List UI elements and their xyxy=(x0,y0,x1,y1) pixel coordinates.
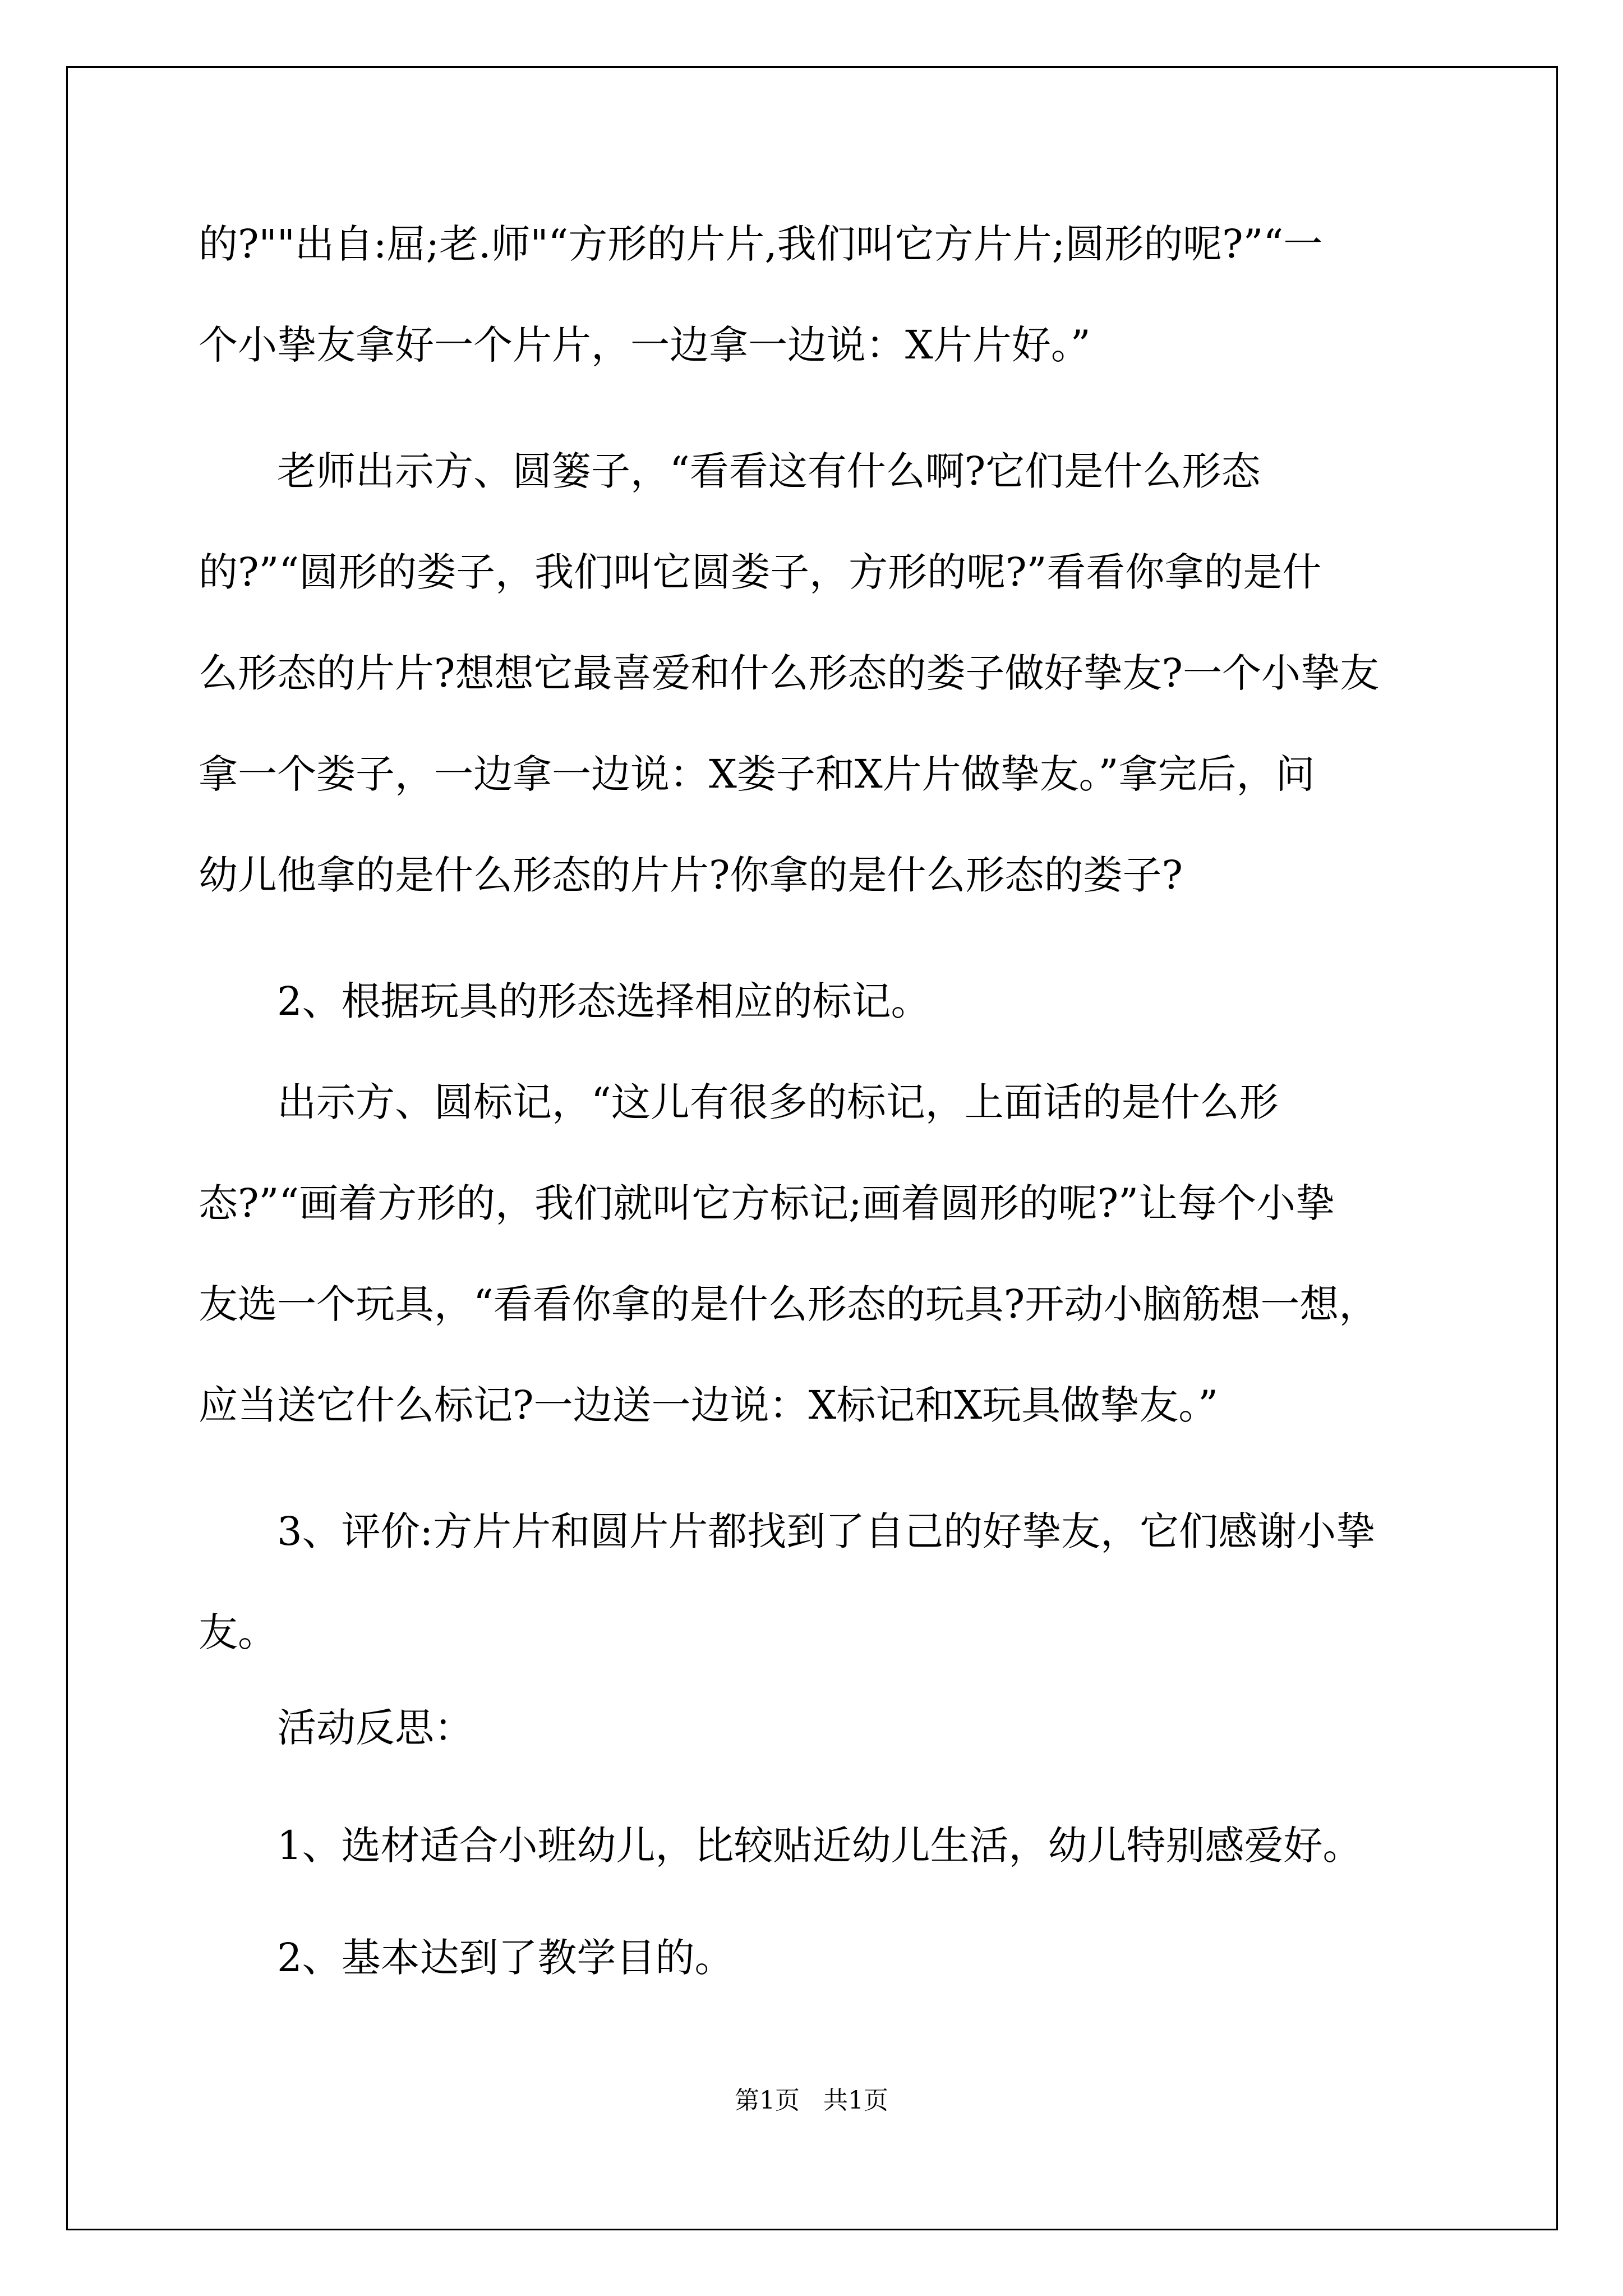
text-line: 幼儿他拿的是什么形态的片片?你拿的是什么形态的娄子? xyxy=(199,852,1183,898)
text-line: 的?”“圆形的娄子，我们叫它圆娄子，方形的呢?”看看你拿的是什 xyxy=(199,549,1322,595)
text-line: 应当送它什么标记?一边送一边说：X标记和X玩具做挚友。” xyxy=(199,1382,1218,1428)
text-line: 2、根据玩具的形态选择相应的标记。 xyxy=(277,978,930,1024)
page-number-footer: 第1页 共1页 xyxy=(735,2086,888,2115)
page-border xyxy=(66,66,1558,2230)
text-line: 友选一个玩具，“看看你拿的是什么形态的玩具?开动小脑筋想一想， xyxy=(199,1281,1378,1327)
text-line: 拿一个娄子，一边拿一边说：X娄子和X片片做挚友。”拿完后，问 xyxy=(199,751,1315,797)
text-line: 友。 xyxy=(199,1609,277,1655)
text-line: 活动反思： xyxy=(277,1705,473,1751)
text-line: 的?""出自:屈;老.师"“方形的片片,我们叫它方片片;圆形的呢?”“一 xyxy=(199,221,1323,267)
text-line: 么形态的片片?想想它最喜爱和什么形态的娄子做好挚友?一个小挚友 xyxy=(199,650,1380,696)
text-line: 出示方、圆标记，“这儿有很多的标记，上面话的是什么形 xyxy=(277,1079,1279,1125)
text-line: 3、评价:方片片和圆片片都找到了自己的好挚友，它们感谢小挚 xyxy=(277,1508,1376,1554)
text-line: 老师出示方、圆篓子，“看看这有什么啊?它们是什么形态 xyxy=(277,448,1261,494)
text-line: 2、基本达到了教学目的。 xyxy=(277,1935,734,1981)
text-line: 1、选材适合小班幼儿，比较贴近幼儿生活，幼儿特别感爱好。 xyxy=(277,1823,1362,1869)
text-line: 态?”“画着方形的，我们就叫它方标记;画着圆形的呢?”让每个小挚 xyxy=(199,1180,1335,1226)
text-line: 个小挚友拿好一个片片，一边拿一边说：X片片好。” xyxy=(199,322,1091,368)
